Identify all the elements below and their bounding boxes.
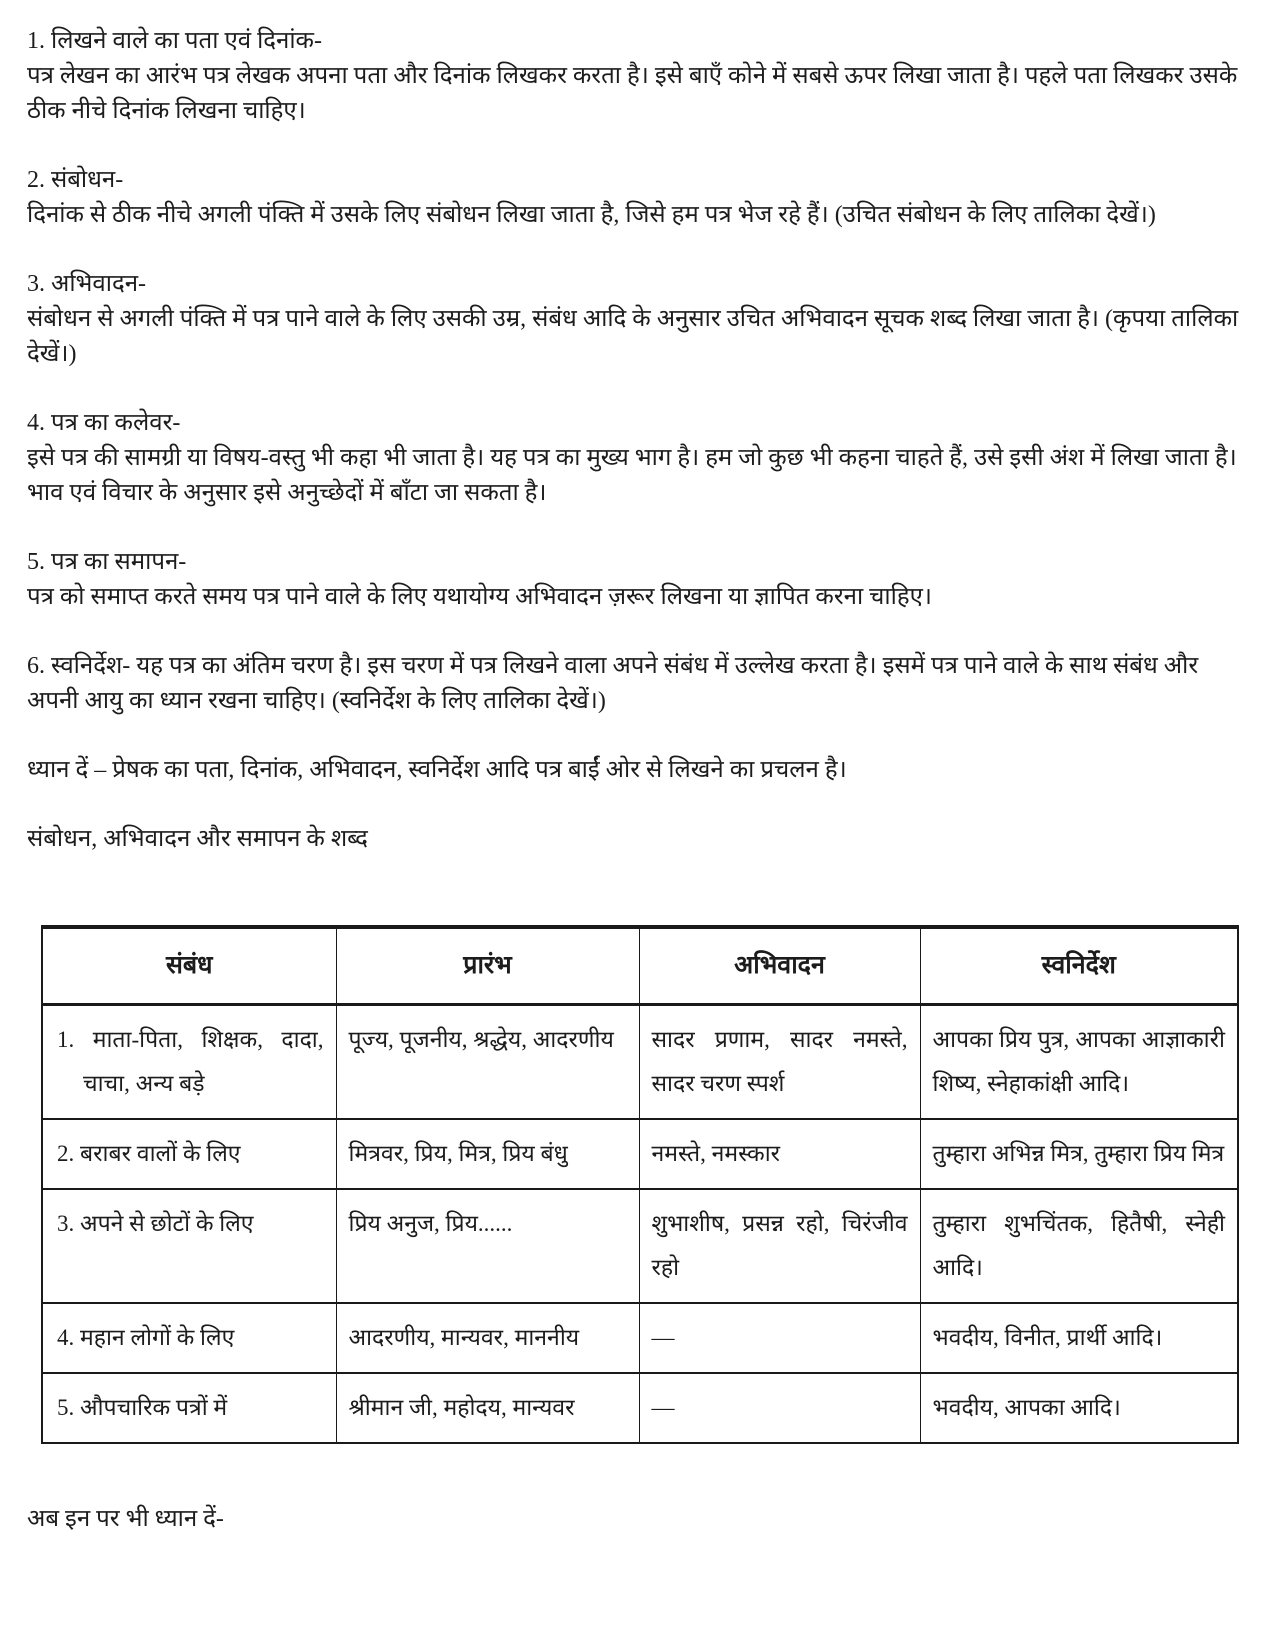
section-heading: 4. पत्र का कलेवर-	[27, 410, 181, 436]
cell-self-reference: आपका प्रिय पुत्र, आपका आज्ञाकारी शिष्य, स्नेहाकांक्षी आदि।	[920, 1005, 1238, 1120]
section-body	[27, 649, 1240, 719]
cell-relation: 1. माता-पिता, शिक्षक, दादा, चाचा, अन्य बड़े	[42, 1005, 336, 1120]
section-address-date	[27, 24, 1240, 129]
cell-start: प्रिय अनुज, प्रिय......	[336, 1189, 639, 1303]
section-heading: 3. अभिवादन-	[27, 271, 147, 297]
cell-self-reference: भवदीय, आपका आदि।	[920, 1373, 1238, 1443]
section-body: संबोधन से अगली पंक्ति में पत्र पाने वाले के लिए उसकी उम्र, संबंध आदि के अनुसार उचित अभिवादन सूचक शब्द लिखा जाता है। (कृपया तालिका देखें।)	[27, 306, 1239, 367]
cell-greeting: शुभाशीष, प्रसन्न रहो, चिरंजीव रहो	[639, 1189, 920, 1303]
cell-relation: 5. औपचारिक पत्रों में	[42, 1373, 336, 1443]
cell-start: श्रीमान जी, महोदय, मान्यवर	[336, 1373, 639, 1443]
header-prarambh: प्रारंभ	[336, 927, 639, 1005]
section-self-reference	[27, 649, 1240, 719]
cell-relation: 4. महान लोगों के लिए	[42, 1303, 336, 1373]
table-row	[42, 1303, 1238, 1373]
section-body-of-letter	[27, 406, 1240, 511]
cell-greeting: सादर प्रणाम, सादर नमस्ते, सादर चरण स्पर्श	[639, 1005, 920, 1120]
table-header-row	[42, 927, 1238, 1005]
table-row	[42, 1189, 1238, 1303]
cell-relation: 2. बराबर वालों के लिए	[42, 1119, 336, 1189]
header-abhivadan: अभिवादन	[639, 927, 920, 1005]
cell-greeting: —	[639, 1303, 920, 1373]
section-greeting	[27, 267, 1240, 372]
section-body: इसे पत्र की सामग्री या विषय-वस्तु भी कहा भी जाता है। यह पत्र का मुख्य भाग है। हम जो कुछ भी कहना चाहते हैं, उसे इसी अंश में लिखा जाता है। भाव एवं विचार के अनुसार इसे अनुच्छेदों में बाँटा जा सकता है।	[27, 445, 1237, 506]
section-heading: 5. पत्र का समापन-	[27, 549, 187, 575]
header-sambandh: संबंध	[42, 927, 336, 1005]
footer-note: अब इन पर भी ध्यान दें-	[27, 1506, 224, 1532]
header-svanirdesh: स्वनिर्देश	[920, 927, 1238, 1005]
table-title: संबोधन, अभिवादन और समापन के शब्द	[27, 826, 368, 852]
cell-relation: 3. अपने से छोटों के लिए	[42, 1189, 336, 1303]
cell-self-reference: तुम्हारा शुभचिंतक, हितैषी, स्नेही आदि।	[920, 1189, 1238, 1303]
table-row	[42, 1005, 1238, 1120]
cell-self-reference: तुम्हारा अभिन्न मित्र, तुम्हारा प्रिय मित्र	[920, 1119, 1238, 1189]
cell-start: आदरणीय, मान्यवर, माननीय	[336, 1303, 639, 1373]
section-heading: 2. संबोधन-	[27, 167, 124, 193]
section-body: पत्र को समाप्त करते समय पत्र पाने वाले के लिए यथायोग्य अभिवादन ज़रूर लिखना या ज्ञापित करना चाहिए।	[27, 584, 932, 610]
section-heading: 1. लिखने वाले का पता एवं दिनांक-	[27, 28, 322, 54]
section-closing	[27, 545, 1240, 615]
section-body-inline: यह पत्र का अंतिम चरण है। इस चरण में पत्र लिखने वाला अपने संबंध में उल्लेख करता है। इसमें पत्र पाने वाले के साथ संबंध और अपनी आयु का ध्यान रखना चाहिए। (स्वनिर्देश के लिए तालिका देखें।)	[27, 653, 1199, 714]
cell-self-reference: भवदीय, विनीत, प्रार्थी आदि।	[920, 1303, 1238, 1373]
table-row	[42, 1119, 1238, 1189]
salutation-table	[41, 925, 1239, 1444]
section-body: पत्र लेखन का आरंभ पत्र लेखक अपना पता और दिनांक लिखकर करता है। इसे बाएँ कोने में सबसे ऊपर लिखा जाता है। पहले पता लिखकर उसके ठीक नीचे दिनांक लिखना चाहिए।	[27, 63, 1238, 124]
section-body: दिनांक से ठीक नीचे अगली पंक्ति में उसके लिए संबोधन लिखा जाता है, जिसे हम पत्र भेज रहे हैं। (उचित संबोधन के लिए तालिका देखें।)	[27, 202, 1156, 228]
section-salutation	[27, 163, 1240, 233]
cell-start: मित्रवर, प्रिय, मित्र, प्रिय बंधु	[336, 1119, 639, 1189]
table-row	[42, 1373, 1238, 1443]
cell-start: पूज्य, पूजनीय, श्रद्धेय, आदरणीय	[336, 1005, 639, 1120]
section-heading-inline: 6. स्वनिर्देश-	[27, 653, 131, 679]
attention-note: ध्यान दें – प्रेषक का पता, दिनांक, अभिवादन, स्वनिर्देश आदि पत्र बाईं ओर से लिखने का प्रचलन है।	[27, 757, 847, 783]
cell-greeting: —	[639, 1373, 920, 1443]
cell-greeting: नमस्ते, नमस्कार	[639, 1119, 920, 1189]
